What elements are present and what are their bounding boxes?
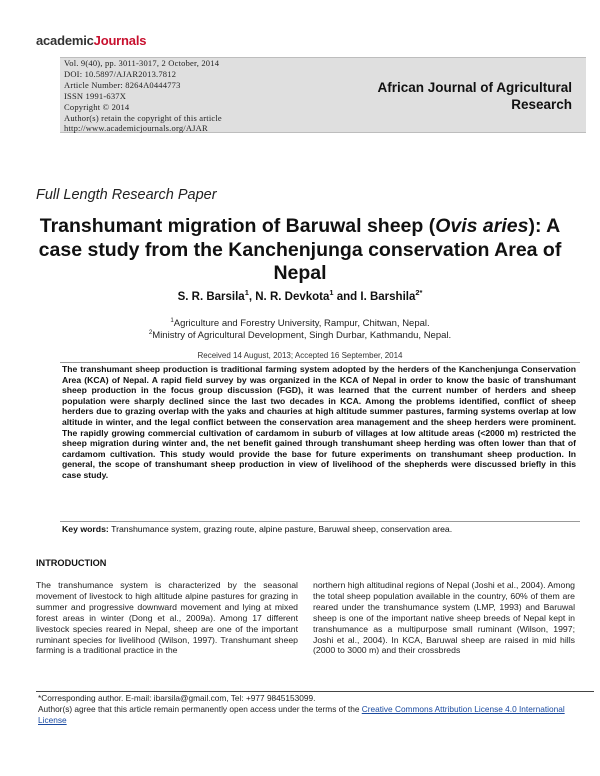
author-2: N. R. Devkota [255, 291, 330, 303]
title-part2: ): A case study from the Kanchenjunga conservation Area of Nepal [38, 215, 562, 284]
author-3-affil: 2* [415, 288, 423, 298]
paper-title [30, 215, 570, 286]
logo-journals: Journals [93, 33, 147, 48]
meta-volume: Vol. 9(40), pp. 3011-3017, 2 October, 2014 [64, 58, 220, 68]
meta-url[interactable]: http://www.academicjournals.org/AJAR [64, 123, 208, 134]
affiliation-2-text: Ministry of Agricultural Development, Singh Durbar, Kathmandu, Nepal. [152, 330, 452, 342]
affiliation-2-marker: 2 [148, 329, 153, 337]
journal-name [352, 79, 572, 113]
paper-type: Full Length Research Paper [36, 187, 217, 203]
author-sep: , [248, 291, 256, 303]
author-sep: and [333, 291, 361, 303]
affiliation-1-marker: 1 [170, 316, 174, 324]
affiliation-1-text: Agriculture and Forestry University, Rampur, Chitwan, Nepal. [173, 318, 430, 329]
affiliation-1 [0, 318, 600, 330]
meta-article-number: Article Number: 8264A0444773 [64, 79, 181, 90]
journal-name-line2: Research [511, 97, 572, 112]
journal-name-line1: African Journal of Agricultural [377, 80, 572, 95]
introduction-heading: INTRODUCTION [36, 558, 107, 568]
intro-column-left: The transhumance system is characterized by the seasonal movement of livestock to high altitude alpine pastures for grazing in summer and progressive downward movement and lying at mixed forest areas in winter (Dong et al., 2009a). Among 17 different livestock species reared in Nepal, sheep are one of the important ruminant species for livelihood (Wilson, 1997). Transhumant sheep farming is a traditional practice in the [36, 580, 298, 656]
title-part1: Transhumant migration of Baruwal sheep ( [39, 215, 436, 237]
keywords-label: Key words: [62, 524, 109, 534]
author-list [0, 288, 600, 303]
meta-issn: ISSN 1991-637X [64, 90, 127, 101]
article-meta [64, 58, 222, 134]
title-species: Ovis aries [435, 215, 529, 237]
license-text: Author(s) agree that this article remain permanently open access under the terms of the [38, 704, 362, 714]
intro-column-right: northern high altitudinal regions of Nepal (Joshi et al., 2004). Among the total sheep population available in the country, 60% of them are reared under the transhumance system (LMP, 1993) and Baruwal sheep is one of the important native sheep breeds of Nepal kept in transhumance as a multipurpose small ruminant (Wilson, 1997; Joshi et al., 2004). In KCA, Baruwal sheep are raised in mid hills (2000 to 3000 m) and their crossbreds [313, 580, 575, 656]
logo-academic: academic [36, 33, 94, 48]
footnote [38, 693, 592, 726]
author-1: S. R. Barsila [177, 291, 245, 303]
received-dates: Received 14 August, 2013; Accepted 16 September, 2014 [197, 351, 403, 360]
author-2-affil: 1 [329, 288, 334, 298]
affiliation-2 [0, 330, 600, 342]
meta-rights: Author(s) retain the copyright of this article [64, 112, 222, 123]
abstract: The transhumant sheep production is traditional farming system adopted by the herders of the Kanchenjunga Conservation Area (KCA) of Nepal. A rapid field survey by was organized in the KCA of Nepal in order to know the basic of transhumant sheep production in the focus group discussion (FGD), it was learned that the current number of herders and sheep population were sharply declined since the last two decades in KCA. Among the problems identified, conflict of sheep herders due to grazing overlap with the yaks and chauries at high altitude summer pastures, farming systems overlap at low altitude in winter, and the legal conflict between the conservation area management and the sheep herders were prominent. The rapidly growing commercial cultivation of cardamom in suburb of villages at low altitude areas (<2000 m) restricted the sheep migration during winter and, the net benefit gained through transhumant sheep herding was often lower than that of cardamom cultivation. This study would provide the base for future experiments on transhumant sheep production. In general, the scope of transhumant sheep production in view of livelihood of the shepherds were discussed briefly in this case study. [62, 364, 576, 480]
author-3: I. Barshila [360, 291, 416, 303]
license-link[interactable]: Creative Commons Attribution License 4.0 International License [38, 704, 565, 725]
meta-copyright: Copyright © 2014 [64, 101, 130, 112]
keywords-list: Transhumance system, grazing route, alpine pasture, Baruwal sheep, conservation area. [108, 524, 453, 534]
publisher-logo [36, 33, 146, 48]
license-note [38, 704, 592, 726]
keywords [62, 524, 582, 534]
affiliations [0, 318, 600, 342]
corresponding-author: *Corresponding author. E-mail: ibarsila@gmail.com, Tel: +977 9845153099. [38, 693, 316, 703]
author-1-affil: 1 [244, 288, 249, 298]
meta-doi: DOI: 10.5897/AJAR2013.7812 [64, 68, 177, 79]
